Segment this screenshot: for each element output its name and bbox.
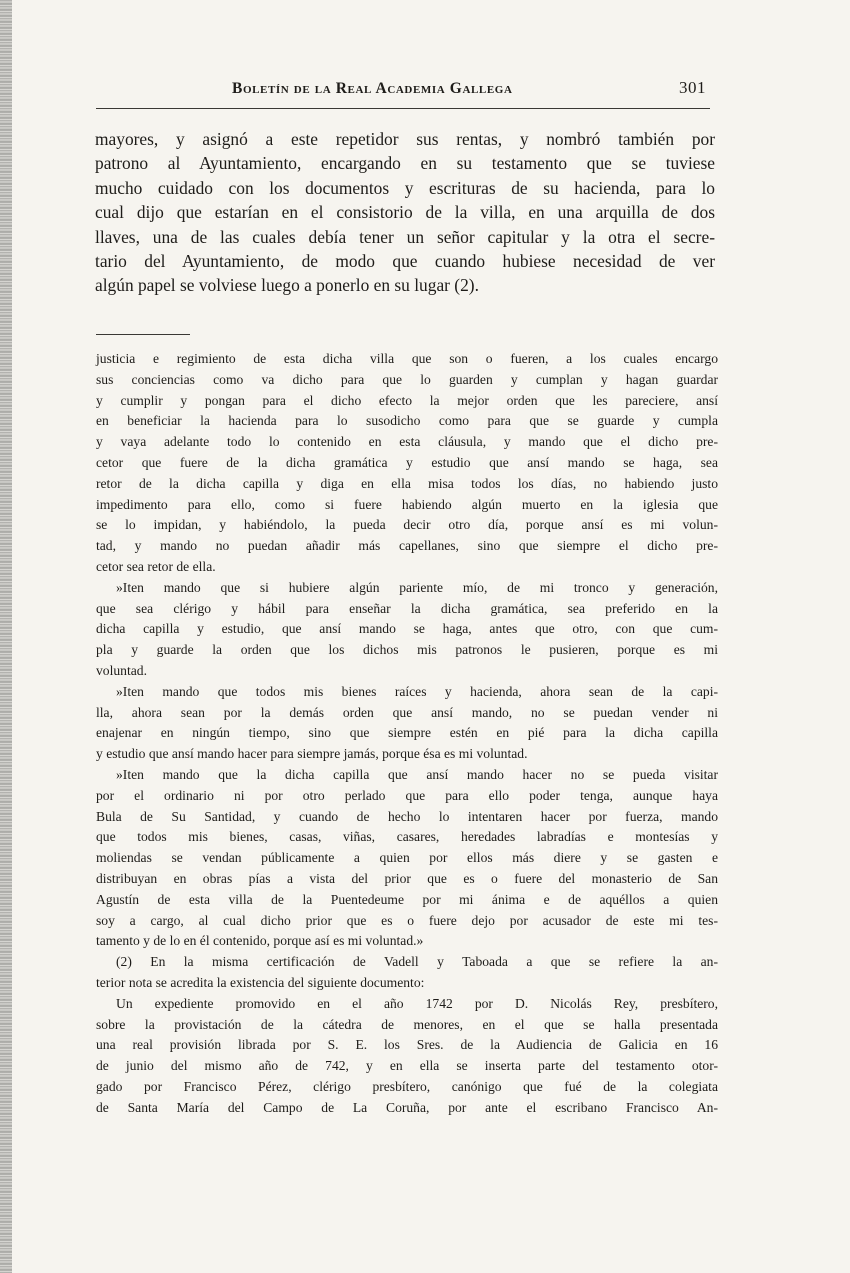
footnote-line: moliendas se vendan públicamente a quien por ellos más diere y se gasten e: [96, 850, 718, 866]
footnote-paragraph: [96, 952, 718, 994]
footnote-paragraph: [96, 578, 718, 682]
footnote-line: justicia e regimiento de esta dicha villa que son o fueren, a los cuales encargo: [96, 351, 718, 366]
footnote-line: »Iten mando que todos mis bienes raíces y hacienda, ahora sean de la capi-: [116, 683, 718, 699]
footnote-line: de Santa María del Campo de La Coruña, por ante el escribano Francisco An-: [96, 1099, 718, 1115]
footnote-line: sus conciencias como va dicho para que lo guarden y cumplan y hagan guardar: [96, 371, 718, 387]
footnote-line: Bula de Su Santidad, y cuando de hecho lo intentaren hacer por fuerza, mando: [96, 808, 718, 824]
footnote-line: »Iten mando que la dicha capilla que ansí mando hacer no se pueda visitar: [116, 766, 718, 782]
footnote-line: Agustín de esta villa de la Puentedeume por mi ánima e de aquéllos a quien: [96, 891, 718, 907]
page-header: [96, 78, 710, 109]
footnote-line: que todos mis bienes, casas, viñas, casares, heredades labradías e montesías y: [96, 829, 718, 845]
text-line: llaves, una de las cuales debía tener un señor capitular y la otra el secre-: [95, 226, 715, 247]
footnote-line: »Iten mando que si hubiere algún pariente mío, de mi tronco y generación,: [116, 579, 718, 595]
footnote-line: cetor sea retor de ella.: [96, 558, 216, 574]
footnote-line: de junio del mismo año de 742, y en ella se inserta parte del testamento otor-: [96, 1058, 718, 1074]
footnote-line: en beneficiar la hacienda para lo susodicho como para que se guarde y cumpla: [96, 413, 718, 429]
footnote-line: que sea clérigo y hábil para enseñar la dicha gramática, sea preferido en la: [96, 600, 718, 616]
footnotes: [96, 349, 718, 1118]
footnote-line: dicha capilla y estudio, que ansí mando se haga, antes que otro, con que cum-: [96, 621, 718, 637]
text-line: mayores, y asignó a este repetidor sus rentas, y nombró también por: [95, 129, 715, 149]
text-line: tario del Ayuntamiento, de modo que cuando hubiese necesidad de ver: [95, 251, 715, 272]
footnote-line: terior nota se acredita la existencia del siguiente documento:: [96, 974, 425, 990]
footnote-line: por el ordinario ni por otro perlado que para ello poder tenga, aunque haya: [96, 787, 718, 803]
footnote-paragraph: [96, 349, 718, 578]
footnote-paragraph: [96, 682, 718, 765]
page-binding-edge: [0, 0, 12, 1273]
footnote-line: cetor que fuere de la dicha gramática y estudio que ansí mando se haga, sea: [96, 454, 718, 470]
text-line: patrono al Ayuntamiento, encargando en su testamento que se tuviese: [95, 153, 715, 174]
footnote-line: impedimento para ello, como si fuere habiendo algún muerto en la iglesia que: [96, 496, 718, 512]
footnote-line: sobre la provistación de la cátedra de menores, en el que se halla presentada: [96, 1016, 718, 1032]
text-line: mucho cuidado con los documentos y escrituras de su hacienda, para lo: [95, 177, 715, 198]
main-text: [95, 127, 715, 298]
running-title: Boletín de la Real Academia Gallega: [232, 80, 513, 97]
footnote-line: y estudio que ansí mando hacer para siempre jamás, porque ésa es mi voluntad.: [96, 746, 528, 762]
footnote-line: se lo impidan, y habiéndolo, la pueda decir otro día, porque ansí es mi volun-: [96, 517, 718, 533]
footnote-line: lla, ahora sean por la demás orden que ansí mando, no se puedan vender ni: [96, 704, 718, 720]
footnote-line: voluntad.: [96, 662, 147, 678]
footnote-line: y cumplir y pongan para el dicho efecto la mejor orden que les pareciere, ansí: [96, 392, 718, 408]
text-line: algún papel se volviese luego a ponerlo en su lugar (2).: [95, 275, 479, 296]
footnote-line: tad, y mando no puedan añadir más capellanes, sino que siempre el dicho pre-: [96, 538, 718, 554]
footnote-line: y vaya adelante todo lo contenido en esta cláusula, y mando que el dicho pre-: [96, 434, 718, 450]
footnote-line: (2) En la misma certificación de Vadell y Taboada a que se refiere la an-: [116, 954, 718, 970]
footnote-line: soy a cargo, al cual dicho prior que es o fuere dejo por acusador de este mi tes-: [96, 912, 718, 928]
footnote-line: retor de la dicha capilla y diga en ella misa todos los días, no habiendo justo: [96, 475, 718, 491]
footnote-line: tamento y de lo en él contenido, porque así es mi voluntad.»: [96, 933, 424, 949]
text-line: cual dijo que estarían en el consistorio de la villa, en una arquilla de dos: [95, 202, 715, 223]
footnote-divider: [96, 334, 190, 335]
footnote-line: enajenar en ningún tiempo, sino que siempre estén en pié para la dicha capilla: [96, 725, 718, 741]
footnote-line: pla y guarde la orden que los dichos mis patronos le pusieren, porque es mi: [96, 642, 718, 658]
footnote-line: distribuyan en obras pías a vista del prior que es o fuere del monasterio de San: [96, 870, 718, 886]
footnote-paragraph: [96, 765, 718, 952]
footnote-line: una real provisión librada por S. E. los Sres. de la Audiencia de Galicia en 16: [96, 1037, 718, 1053]
page-number: 301: [679, 78, 706, 97]
footnote-paragraph: [96, 994, 718, 1119]
footnote-line: Un expediente promovido en el año 1742 por D. Nicolás Rey, presbítero,: [116, 995, 718, 1011]
footnote-line: gado por Francisco Pérez, clérigo presbítero, canónigo que fué de la colegiata: [96, 1078, 718, 1094]
